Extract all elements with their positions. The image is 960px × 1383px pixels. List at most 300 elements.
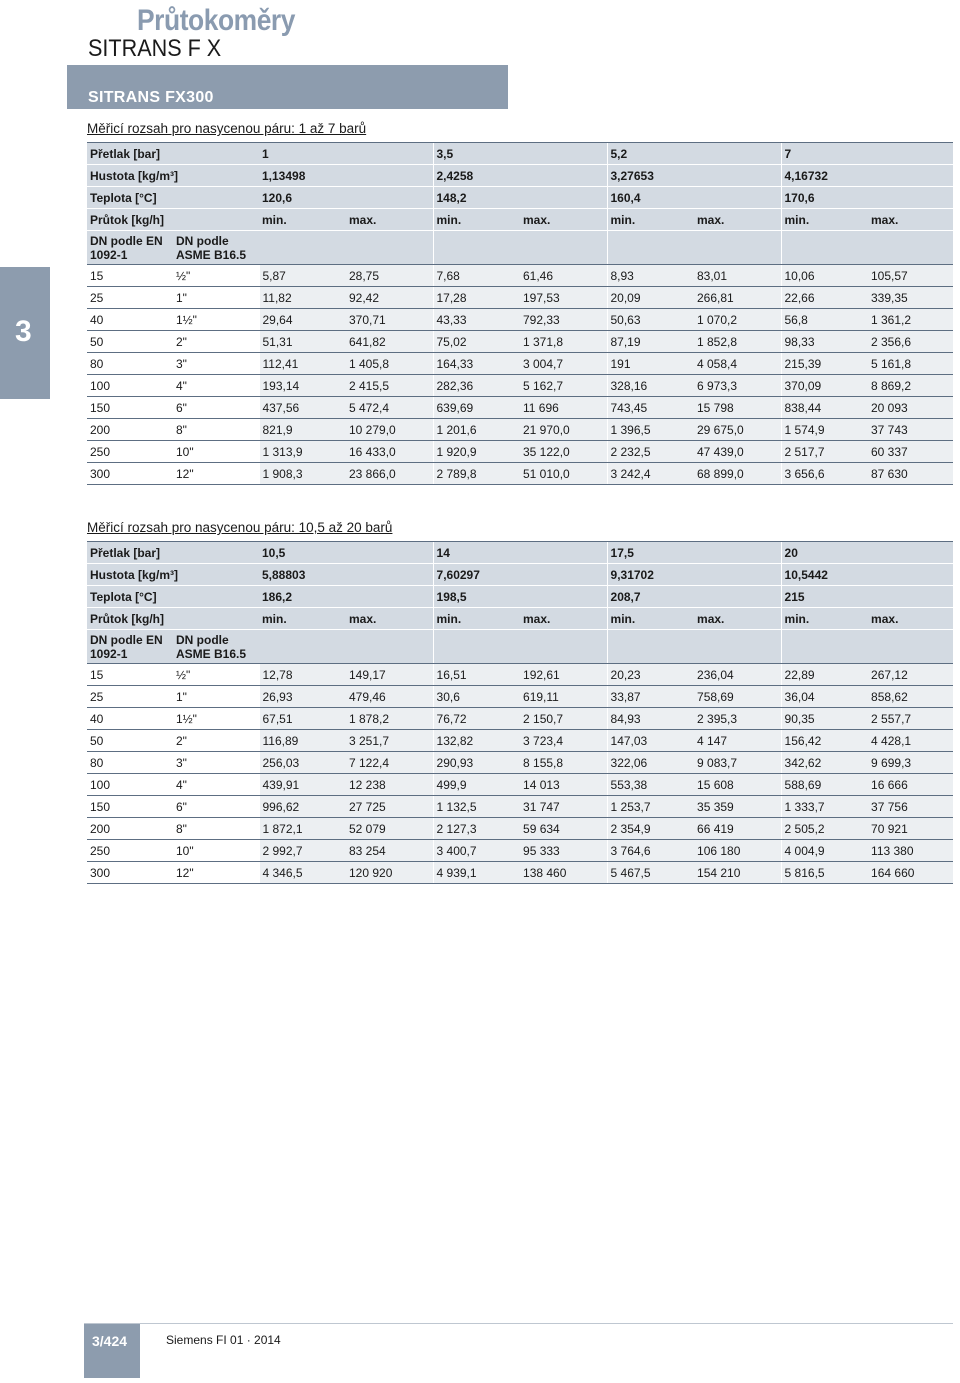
table-cell: 1": [173, 686, 259, 708]
pressure-value: 20: [781, 542, 953, 564]
flow-row: [87, 209, 953, 231]
empty-cell: [781, 630, 953, 664]
table-caption-1: Měřicí rozsah pro nasycenou páru: 1 až 7 barů: [87, 121, 367, 136]
table-cell: 256,03: [259, 752, 346, 774]
table-cell: 2 505,2: [781, 818, 868, 840]
min-label: min.: [259, 209, 346, 231]
max-label: max.: [868, 608, 953, 630]
table-cell: 8": [173, 419, 259, 441]
table-cell: 2 992,7: [259, 840, 346, 862]
table-cell: 2 232,5: [607, 441, 694, 463]
table-row: [87, 419, 953, 441]
table-cell: 3 400,7: [433, 840, 520, 862]
section-title: SITRANS FX300: [88, 89, 214, 106]
table-cell: 300: [87, 463, 173, 485]
table-cell: ½": [173, 265, 259, 287]
table-cell: 22,89: [781, 664, 868, 686]
table-cell: 156,42: [781, 730, 868, 752]
table-cell: 80: [87, 353, 173, 375]
section-header-bar: [67, 65, 508, 109]
table-cell: 16 666: [868, 774, 953, 796]
table-cell: 10": [173, 441, 259, 463]
pressure-value: 7: [781, 143, 953, 165]
min-label: min.: [607, 209, 694, 231]
table-cell: 83 254: [346, 840, 433, 862]
table-cell: 59 634: [520, 818, 607, 840]
table-cell: 4 058,4: [694, 353, 781, 375]
table-cell: 342,62: [781, 752, 868, 774]
table-cell: 1 872,1: [259, 818, 346, 840]
flow-label: Průtok [kg/h]: [87, 608, 259, 630]
table-cell: 12": [173, 862, 259, 884]
table-cell: 200: [87, 419, 173, 441]
empty-cell: [781, 231, 953, 265]
table-cell: 90,35: [781, 708, 868, 730]
table-cell: 31 747: [520, 796, 607, 818]
table-cell: 193,14: [259, 375, 346, 397]
dn-en-label: DN podle EN 1092-1: [87, 630, 173, 664]
table-cell: 20 093: [868, 397, 953, 419]
table-cell: 370,71: [346, 309, 433, 331]
table-row: [87, 818, 953, 840]
dn-header-row: [87, 630, 953, 664]
table-cell: 75,02: [433, 331, 520, 353]
table-cell: 8,93: [607, 265, 694, 287]
table-cell: 3 004,7: [520, 353, 607, 375]
table-cell: 3 242,4: [607, 463, 694, 485]
temperature-value: 170,6: [781, 187, 953, 209]
temperature-value: 186,2: [259, 586, 433, 608]
table-cell: 499,9: [433, 774, 520, 796]
table-cell: 996,62: [259, 796, 346, 818]
table-cell: 3 656,6: [781, 463, 868, 485]
table-row: [87, 774, 953, 796]
table-cell: 1 333,7: [781, 796, 868, 818]
density-value: 10,5442: [781, 564, 953, 586]
table-row: [87, 862, 953, 884]
table-row: [87, 752, 953, 774]
table-cell: 2": [173, 730, 259, 752]
table-cell: 26,93: [259, 686, 346, 708]
table-cell: 639,69: [433, 397, 520, 419]
flow-range-table-2: [87, 541, 953, 884]
table-cell: 1 361,2: [868, 309, 953, 331]
table-row: [87, 441, 953, 463]
table-cell: 1 908,3: [259, 463, 346, 485]
table-caption-2: Měřicí rozsah pro nasycenou páru: 10,5 až 20 barů: [87, 520, 393, 535]
max-label: max.: [694, 608, 781, 630]
table-cell: 1½": [173, 708, 259, 730]
table-cell: 68 899,0: [694, 463, 781, 485]
temperature-label: Teplota [°C]: [87, 187, 259, 209]
chapter-tab: [0, 267, 50, 399]
density-value: 3,27653: [607, 165, 781, 187]
table-cell: 439,91: [259, 774, 346, 796]
table-cell: 743,45: [607, 397, 694, 419]
table-cell: 6": [173, 796, 259, 818]
table-cell: 2 789,8: [433, 463, 520, 485]
table-row: [87, 397, 953, 419]
table-cell: 215,39: [781, 353, 868, 375]
table-cell: 43,33: [433, 309, 520, 331]
table-cell: 5 816,5: [781, 862, 868, 884]
table-cell: 250: [87, 441, 173, 463]
table-row: [87, 331, 953, 353]
table-cell: 30,6: [433, 686, 520, 708]
table-cell: 10": [173, 840, 259, 862]
table-cell: 5,87: [259, 265, 346, 287]
dn-en-label: DN podle EN 1092-1: [87, 231, 173, 265]
table-cell: 821,9: [259, 419, 346, 441]
table-cell: 52 079: [346, 818, 433, 840]
table-row: [87, 664, 953, 686]
temperature-value: 160,4: [607, 187, 781, 209]
density-value: 4,16732: [781, 165, 953, 187]
table-cell: 339,35: [868, 287, 953, 309]
document-title: Průtokoměry: [137, 4, 296, 37]
table-cell: 56,8: [781, 309, 868, 331]
table-cell: 5 467,5: [607, 862, 694, 884]
table-cell: 150: [87, 397, 173, 419]
table-cell: 87 630: [868, 463, 953, 485]
table-cell: 2 517,7: [781, 441, 868, 463]
table-cell: 4 004,9: [781, 840, 868, 862]
table-cell: 2 557,7: [868, 708, 953, 730]
min-label: min.: [781, 209, 868, 231]
max-label: max.: [346, 608, 433, 630]
table-row: [87, 309, 953, 331]
table-cell: 1 132,5: [433, 796, 520, 818]
table-cell: 2 415,5: [346, 375, 433, 397]
table-cell: 5 472,4: [346, 397, 433, 419]
min-label: min.: [781, 608, 868, 630]
table-row: [87, 287, 953, 309]
temperature-value: 148,2: [433, 187, 607, 209]
table-cell: 149,17: [346, 664, 433, 686]
table-cell: 370,09: [781, 375, 868, 397]
table-cell: 11 696: [520, 397, 607, 419]
table-cell: 3 764,6: [607, 840, 694, 862]
table-cell: 15 798: [694, 397, 781, 419]
table-cell: 36,04: [781, 686, 868, 708]
table-cell: 10,06: [781, 265, 868, 287]
table-cell: 83,01: [694, 265, 781, 287]
table-cell: 1 574,9: [781, 419, 868, 441]
table-cell: 4": [173, 375, 259, 397]
table-cell: 479,46: [346, 686, 433, 708]
table-cell: 15 608: [694, 774, 781, 796]
table-cell: 7,68: [433, 265, 520, 287]
table-cell: 2 354,9: [607, 818, 694, 840]
table-cell: 50: [87, 730, 173, 752]
table-cell: 106 180: [694, 840, 781, 862]
table-cell: ½": [173, 664, 259, 686]
max-label: max.: [346, 209, 433, 231]
table-cell: 60 337: [868, 441, 953, 463]
table-cell: 2 127,3: [433, 818, 520, 840]
table-cell: 4 939,1: [433, 862, 520, 884]
empty-cell: [607, 231, 781, 265]
pressure-value: 14: [433, 542, 607, 564]
table-cell: 35 359: [694, 796, 781, 818]
table-cell: 1 852,8: [694, 331, 781, 353]
table-cell: 792,33: [520, 309, 607, 331]
table-cell: 191: [607, 353, 694, 375]
table-row: [87, 353, 953, 375]
table-cell: 100: [87, 375, 173, 397]
table-cell: 164 660: [868, 862, 953, 884]
density-row: [87, 564, 953, 586]
table-cell: 5 161,8: [868, 353, 953, 375]
table-cell: 22,66: [781, 287, 868, 309]
table-cell: 12": [173, 463, 259, 485]
table-cell: 147,03: [607, 730, 694, 752]
min-label: min.: [433, 608, 520, 630]
table-cell: 192,61: [520, 664, 607, 686]
pressure-label: Přetlak [bar]: [87, 542, 259, 564]
pressure-row: [87, 542, 953, 564]
temperature-label: Teplota [°C]: [87, 586, 259, 608]
table-cell: 7 122,4: [346, 752, 433, 774]
page-number-box: [84, 1324, 140, 1378]
table-cell: 112,41: [259, 353, 346, 375]
dn-header-row: [87, 231, 953, 265]
table-cell: 17,28: [433, 287, 520, 309]
max-label: max.: [868, 209, 953, 231]
dn-asme-label: DN podle ASME B16.5: [173, 231, 259, 265]
table-cell: 20,23: [607, 664, 694, 686]
table-cell: 15: [87, 664, 173, 686]
table-cell: 100: [87, 774, 173, 796]
empty-cell: [433, 231, 607, 265]
table-cell: 37 743: [868, 419, 953, 441]
pressure-value: 1: [259, 143, 433, 165]
density-value: 2,4258: [433, 165, 607, 187]
table-cell: 51 010,0: [520, 463, 607, 485]
density-value: 9,31702: [607, 564, 781, 586]
table-cell: 3": [173, 353, 259, 375]
table-cell: 1 070,2: [694, 309, 781, 331]
table-cell: 328,16: [607, 375, 694, 397]
table-cell: 16,51: [433, 664, 520, 686]
table-cell: 40: [87, 309, 173, 331]
product-title: SITRANS F X: [88, 35, 222, 62]
table-cell: 1 878,2: [346, 708, 433, 730]
table-cell: 1½": [173, 309, 259, 331]
table-cell: 116,89: [259, 730, 346, 752]
table-cell: 10 279,0: [346, 419, 433, 441]
density-row: [87, 165, 953, 187]
density-label: Hustota [kg/m³]: [87, 165, 259, 187]
table-cell: 66 419: [694, 818, 781, 840]
table-cell: 105,57: [868, 265, 953, 287]
table-cell: 25: [87, 686, 173, 708]
temperature-value: 208,7: [607, 586, 781, 608]
table-cell: 8 155,8: [520, 752, 607, 774]
table-cell: 50: [87, 331, 173, 353]
table-cell: 11,82: [259, 287, 346, 309]
table-cell: 67,51: [259, 708, 346, 730]
table-cell: 113 380: [868, 840, 953, 862]
table-cell: 164,33: [433, 353, 520, 375]
table-cell: 236,04: [694, 664, 781, 686]
min-label: min.: [259, 608, 346, 630]
table-cell: 138 460: [520, 862, 607, 884]
table-cell: 266,81: [694, 287, 781, 309]
table-cell: 27 725: [346, 796, 433, 818]
empty-cell: [433, 630, 607, 664]
pressure-value: 17,5: [607, 542, 781, 564]
flow-range-table-1: [87, 142, 953, 485]
table-cell: 70 921: [868, 818, 953, 840]
density-value: 5,88803: [259, 564, 433, 586]
table-cell: 50,63: [607, 309, 694, 331]
table-cell: 23 866,0: [346, 463, 433, 485]
table-cell: 1 920,9: [433, 441, 520, 463]
pressure-value: 5,2: [607, 143, 781, 165]
table-cell: 8 869,2: [868, 375, 953, 397]
table-cell: 588,69: [781, 774, 868, 796]
table-cell: 4 346,5: [259, 862, 346, 884]
table-row: [87, 686, 953, 708]
table-cell: 4": [173, 774, 259, 796]
table-row: [87, 796, 953, 818]
table-cell: 8": [173, 818, 259, 840]
table-cell: 838,44: [781, 397, 868, 419]
max-label: max.: [694, 209, 781, 231]
table-cell: 84,93: [607, 708, 694, 730]
table-cell: 1 253,7: [607, 796, 694, 818]
table-cell: 28,75: [346, 265, 433, 287]
empty-cell: [259, 231, 433, 265]
table-row: [87, 265, 953, 287]
temperature-value: 198,5: [433, 586, 607, 608]
table-cell: 154 210: [694, 862, 781, 884]
table-cell: 51,31: [259, 331, 346, 353]
table-cell: 3 723,4: [520, 730, 607, 752]
table-cell: 6 973,3: [694, 375, 781, 397]
table-row: [87, 840, 953, 862]
table-cell: 12 238: [346, 774, 433, 796]
table-cell: 132,82: [433, 730, 520, 752]
density-value: 1,13498: [259, 165, 433, 187]
table-row: [87, 463, 953, 485]
empty-cell: [259, 630, 433, 664]
table-cell: 80: [87, 752, 173, 774]
dn-asme-label: DN podle ASME B16.5: [173, 630, 259, 664]
table-cell: 4 147: [694, 730, 781, 752]
page-number: 3/424: [92, 1333, 128, 1349]
density-value: 7,60297: [433, 564, 607, 586]
table-cell: 3 251,7: [346, 730, 433, 752]
table-cell: 33,87: [607, 686, 694, 708]
table-cell: 87,19: [607, 331, 694, 353]
table-cell: 29,64: [259, 309, 346, 331]
table-cell: 200: [87, 818, 173, 840]
table-cell: 35 122,0: [520, 441, 607, 463]
table-cell: 6": [173, 397, 259, 419]
table-row: [87, 375, 953, 397]
empty-cell: [607, 630, 781, 664]
table-cell: 2 395,3: [694, 708, 781, 730]
table-cell: 1 371,8: [520, 331, 607, 353]
table-cell: 92,42: [346, 287, 433, 309]
table-cell: 858,62: [868, 686, 953, 708]
table-cell: 14 013: [520, 774, 607, 796]
table-cell: 9 699,3: [868, 752, 953, 774]
table-cell: 5 162,7: [520, 375, 607, 397]
table-cell: 553,38: [607, 774, 694, 796]
pressure-label: Přetlak [bar]: [87, 143, 259, 165]
flow-label: Průtok [kg/h]: [87, 209, 259, 231]
table-cell: 1": [173, 287, 259, 309]
max-label: max.: [520, 209, 607, 231]
table-cell: 1 396,5: [607, 419, 694, 441]
table-cell: 61,46: [520, 265, 607, 287]
table-cell: 21 970,0: [520, 419, 607, 441]
table-cell: 150: [87, 796, 173, 818]
min-label: min.: [607, 608, 694, 630]
table-cell: 9 083,7: [694, 752, 781, 774]
table-cell: 250: [87, 840, 173, 862]
table-cell: 2": [173, 331, 259, 353]
footer-divider: [84, 1323, 953, 1324]
table-cell: 47 439,0: [694, 441, 781, 463]
temperature-value: 215: [781, 586, 953, 608]
temperature-value: 120,6: [259, 187, 433, 209]
table-cell: 25: [87, 287, 173, 309]
table-cell: 758,69: [694, 686, 781, 708]
table-cell: 322,06: [607, 752, 694, 774]
temperature-row: [87, 187, 953, 209]
pressure-value: 10,5: [259, 542, 433, 564]
table-cell: 3": [173, 752, 259, 774]
table-cell: 641,82: [346, 331, 433, 353]
table-cell: 120 920: [346, 862, 433, 884]
table-cell: 300: [87, 862, 173, 884]
table-cell: 15: [87, 265, 173, 287]
temperature-row: [87, 586, 953, 608]
table-cell: 267,12: [868, 664, 953, 686]
table-cell: 95 333: [520, 840, 607, 862]
footer-text: Siemens FI 01 · 2014: [166, 1333, 281, 1347]
table-cell: 4 428,1: [868, 730, 953, 752]
table-cell: 98,33: [781, 331, 868, 353]
table-cell: 12,78: [259, 664, 346, 686]
table-cell: 1 405,8: [346, 353, 433, 375]
table-cell: 437,56: [259, 397, 346, 419]
table-cell: 20,09: [607, 287, 694, 309]
chapter-number: 3: [15, 315, 32, 348]
min-label: min.: [433, 209, 520, 231]
table-cell: 282,36: [433, 375, 520, 397]
table-cell: 2 150,7: [520, 708, 607, 730]
flow-row: [87, 608, 953, 630]
max-label: max.: [520, 608, 607, 630]
table-cell: 37 756: [868, 796, 953, 818]
pressure-value: 3,5: [433, 143, 607, 165]
table-cell: 40: [87, 708, 173, 730]
table-row: [87, 730, 953, 752]
table-row: [87, 708, 953, 730]
table-cell: 619,11: [520, 686, 607, 708]
table-cell: 290,93: [433, 752, 520, 774]
table-cell: 76,72: [433, 708, 520, 730]
pressure-row: [87, 143, 953, 165]
table-cell: 1 313,9: [259, 441, 346, 463]
density-label: Hustota [kg/m³]: [87, 564, 259, 586]
table-cell: 1 201,6: [433, 419, 520, 441]
